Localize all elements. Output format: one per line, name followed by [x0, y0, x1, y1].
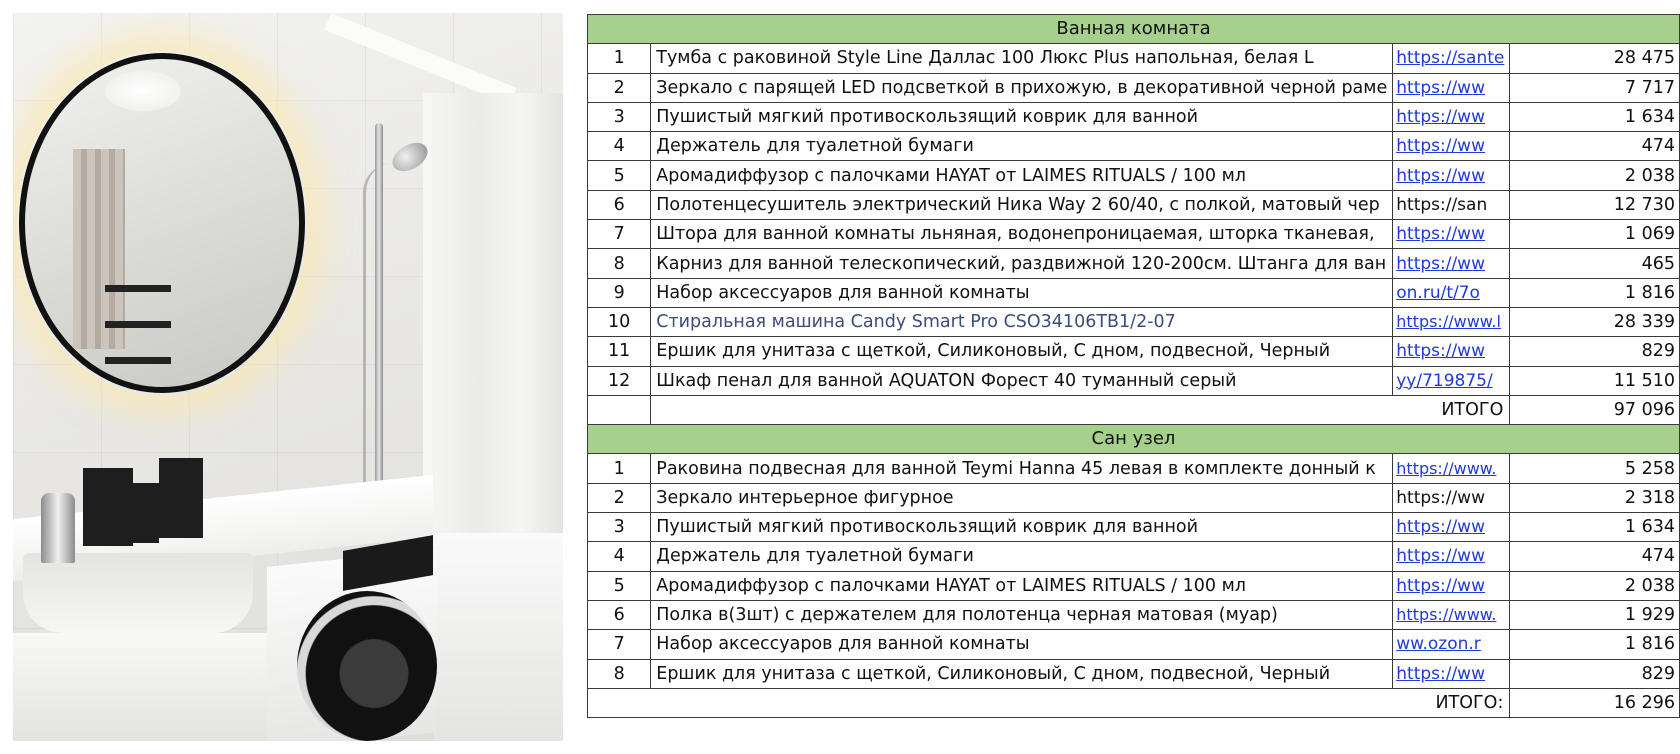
row-number: 6 [588, 190, 651, 219]
item-price: 11 510 [1510, 366, 1680, 395]
item-description: Набор аксессуаров для ванной комнаты [651, 278, 1393, 307]
total-label: ИТОГО: [588, 688, 1510, 717]
item-link[interactable]: https://ww [1393, 132, 1510, 161]
vanity-cabinet [13, 633, 273, 741]
item-description: Пушистый мягкий противоскользящий коврик для ванной [651, 513, 1393, 542]
row-number: 6 [588, 600, 651, 629]
shower-curtain [423, 93, 563, 563]
table-row [588, 307, 1680, 336]
item-link[interactable]: on.ru/t/7o [1393, 278, 1510, 307]
item-link[interactable]: https://www. [1393, 600, 1510, 629]
table-row [588, 190, 1680, 219]
row-number: 8 [588, 659, 651, 688]
row-number: 5 [588, 161, 651, 190]
reflected-shelf [105, 321, 171, 328]
row-number: 3 [588, 102, 651, 131]
row-number: 8 [588, 249, 651, 278]
item-description: Держатель для туалетной бумаги [651, 132, 1393, 161]
item-description: Раковина подвесная для ванной Teymi Hanna 45 левая в комплекте донный к [651, 454, 1393, 483]
total-row [588, 688, 1680, 717]
round-mirror [19, 53, 305, 393]
item-description: Зеркало интерьерное фигурное [651, 483, 1393, 512]
row-number: 7 [588, 220, 651, 249]
row-number: 4 [588, 132, 651, 161]
item-description: Штора для ванной комнаты льняная, водонепроницаемая, шторка тканевая, [651, 220, 1393, 249]
item-link[interactable]: https://ww [1393, 102, 1510, 131]
section-title: Сан узел [588, 425, 1680, 454]
item-description: Ершик для унитаза с щеткой, Силиконовый, С дном, подвесной, Черный [651, 337, 1393, 366]
item-price: 2 038 [1510, 571, 1680, 600]
item-description: Аромадиффузор с палочками HAYAT от LAIMES RITUALS / 100 мл [651, 571, 1393, 600]
table-row [588, 73, 1680, 102]
table-row [588, 132, 1680, 161]
item-link[interactable]: https://ww [1393, 337, 1510, 366]
row-number: 11 [588, 337, 651, 366]
item-price: 28 475 [1510, 44, 1680, 73]
row-number: 1 [588, 454, 651, 483]
item-link[interactable]: https://ww [1393, 249, 1510, 278]
item-link[interactable]: https://ww [1393, 73, 1510, 102]
total-empty-cell [588, 395, 651, 424]
item-price: 1 634 [1510, 102, 1680, 131]
washer-door [297, 591, 437, 741]
row-number: 2 [588, 73, 651, 102]
toothbrush-cup [133, 483, 159, 543]
item-link[interactable]: https://ww [1393, 220, 1510, 249]
table-row [588, 278, 1680, 307]
table-row [588, 366, 1680, 395]
table-row [588, 513, 1680, 542]
row-number: 2 [588, 483, 651, 512]
item-link[interactable]: yy/719875/ [1393, 366, 1510, 395]
item-price: 1 634 [1510, 513, 1680, 542]
row-number: 12 [588, 366, 651, 395]
table-row [588, 659, 1680, 688]
item-price: 474 [1510, 542, 1680, 571]
reflected-curtain [73, 149, 125, 349]
faucet [41, 493, 75, 563]
row-number: 3 [588, 513, 651, 542]
table-row [588, 542, 1680, 571]
item-price: 7 717 [1510, 73, 1680, 102]
table-row [588, 249, 1680, 278]
item-price: 1 816 [1510, 630, 1680, 659]
table-row [588, 337, 1680, 366]
item-price: 829 [1510, 659, 1680, 688]
item-description: Набор аксессуаров для ванной комнаты [651, 630, 1393, 659]
shower-rail [375, 123, 383, 483]
row-number: 10 [588, 307, 651, 336]
item-price: 5 258 [1510, 454, 1680, 483]
bathtub [433, 533, 563, 741]
item-price: 2 038 [1510, 161, 1680, 190]
total-label: ИТОГО [651, 395, 1510, 424]
section-header-row [588, 425, 1680, 454]
row-number: 9 [588, 278, 651, 307]
item-description: Пушистый мягкий противоскользящий коврик для ванной [651, 102, 1393, 131]
table-row [588, 44, 1680, 73]
section-header-row [588, 15, 1680, 44]
reflected-shelf [105, 285, 171, 292]
item-price: 474 [1510, 132, 1680, 161]
row-number: 7 [588, 630, 651, 659]
item-price: 12 730 [1510, 190, 1680, 219]
item-price: 1 929 [1510, 600, 1680, 629]
table-row [588, 454, 1680, 483]
section-title: Ванная комната [588, 15, 1680, 44]
item-link[interactable]: https://ww [1393, 542, 1510, 571]
item-link[interactable]: ww.ozon.r [1393, 630, 1510, 659]
reflected-ceiling-lamp [105, 71, 181, 111]
lotion-dispenser [159, 458, 203, 538]
item-link[interactable]: https://ww [1393, 659, 1510, 688]
table-row [588, 483, 1680, 512]
row-number: 4 [588, 542, 651, 571]
item-link[interactable]: https://ww [1393, 513, 1510, 542]
item-description: Карниз для ванной телескопический, раздвижной 120-200см. Штанга для ван [651, 249, 1393, 278]
shower-hose [363, 163, 416, 513]
item-link[interactable]: https://ww [1393, 483, 1510, 512]
row-number: 5 [588, 571, 651, 600]
item-price: 1 816 [1510, 278, 1680, 307]
table-row [588, 161, 1680, 190]
item-description: Полотенцесушитель электрический Ника Way 2 60/40, с полкой, матовый чер [651, 190, 1393, 219]
item-price: 1 069 [1510, 220, 1680, 249]
table-row [588, 600, 1680, 629]
item-link[interactable]: https://www.l [1393, 307, 1510, 336]
item-link[interactable]: https://ww [1393, 571, 1510, 600]
total-row [588, 395, 1680, 424]
item-price: 829 [1510, 337, 1680, 366]
item-link[interactable]: https://san [1393, 190, 1510, 219]
table-row [588, 630, 1680, 659]
item-link[interactable]: https://www. [1393, 454, 1510, 483]
total-value: 16 296 [1510, 688, 1680, 717]
item-description: Полка в(3шт) с держателем для полотенца черная матовая (муар) [651, 600, 1393, 629]
soap-dispenser [83, 468, 133, 546]
item-description: Стиральная машина Candy Smart Pro CSO34106TB1/2-07 [651, 307, 1393, 336]
sink-bowl [23, 553, 253, 633]
item-description: Держатель для туалетной бумаги [651, 542, 1393, 571]
table-row [588, 571, 1680, 600]
item-description: Тумба с раковиной Style Line Даллас 100 Люкс Plus напольная, белая L [651, 44, 1393, 73]
reflected-shelf [105, 357, 171, 364]
item-link[interactable]: https://sante [1393, 44, 1510, 73]
table-row [588, 220, 1680, 249]
item-price: 28 339 [1510, 307, 1680, 336]
table-row [588, 102, 1680, 131]
item-price: 2 318 [1510, 483, 1680, 512]
item-description: Ершик для унитаза с щеткой, Силиконовый, С дном, подвесной, Черный [651, 659, 1393, 688]
item-description: Зеркало с парящей LED подсветкой в прихожую, в декоративной черной раме [651, 73, 1393, 102]
row-number: 1 [588, 44, 651, 73]
item-price: 465 [1510, 249, 1680, 278]
item-description: Шкаф пенал для ванной AQUATON Форест 40 туманный серый [651, 366, 1393, 395]
bathroom-photo [13, 13, 563, 741]
total-value: 97 096 [1510, 395, 1680, 424]
shopping-list-table [587, 14, 1680, 718]
item-description: Аромадиффузор с палочками HAYAT от LAIMES RITUALS / 100 мл [651, 161, 1393, 190]
item-link[interactable]: https://ww [1393, 161, 1510, 190]
